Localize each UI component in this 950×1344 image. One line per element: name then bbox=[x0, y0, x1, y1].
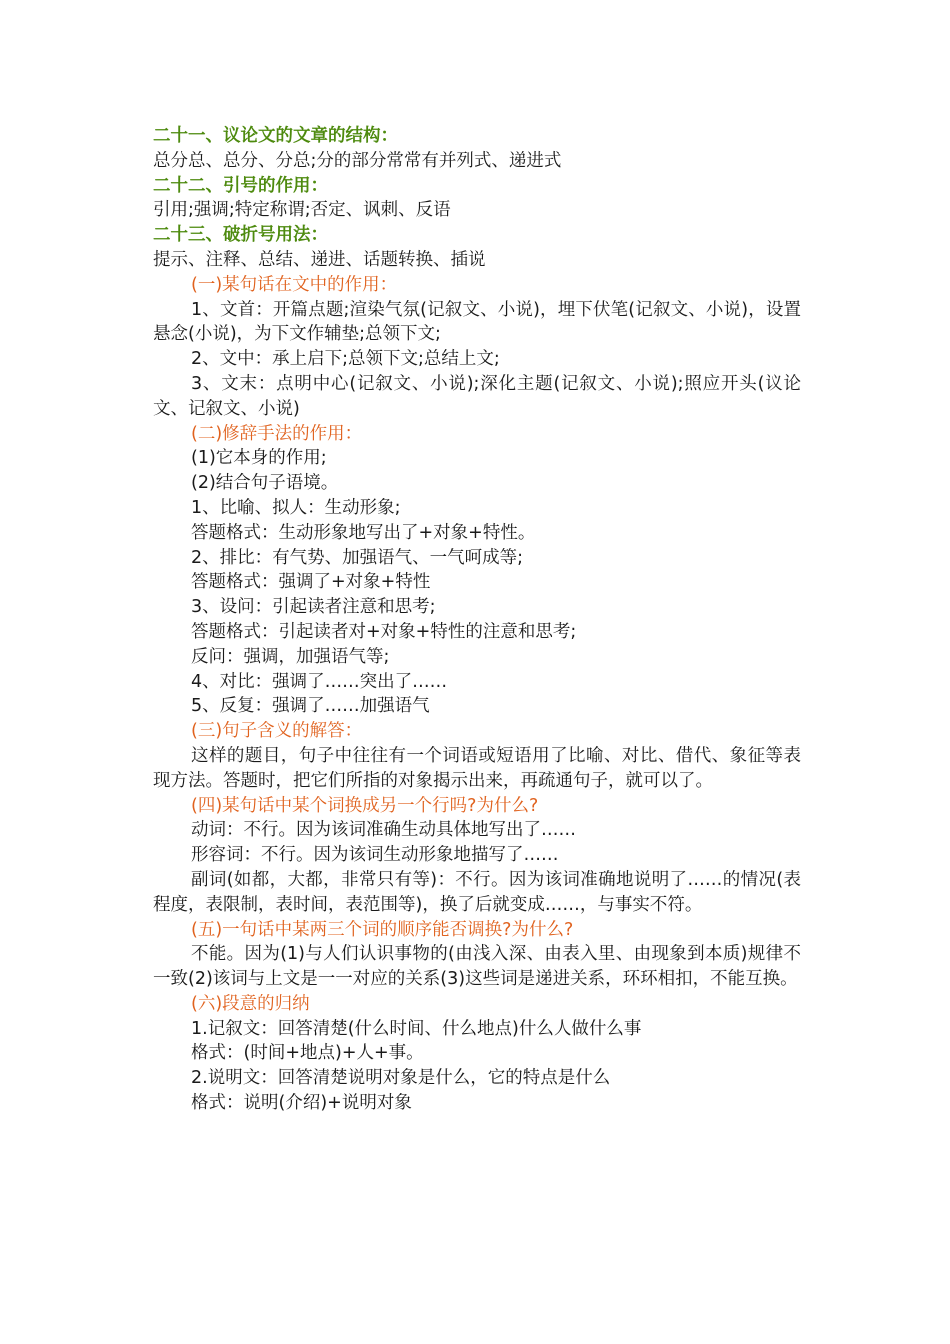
list-item: 1.记叙文：回答清楚(什么时间、什么地点)什么人做什么事 bbox=[191, 1018, 642, 1039]
list-item: 答题格式：生动形象地写出了+对象+特性。 bbox=[191, 522, 536, 543]
list-item: 2.说明文：回答清楚说明对象是什么，它的特点是什么 bbox=[191, 1068, 611, 1089]
subheading-part3: (三)句子含义的解答： bbox=[191, 721, 363, 742]
subheading-part6: (六)段意的归纳 bbox=[191, 993, 310, 1014]
subheading-part2: (二)修辞手法的作用： bbox=[191, 423, 363, 444]
section-heading-23: 二十三、破折号用法： bbox=[153, 225, 328, 246]
list-item: 格式：(时间+地点)+人+事。 bbox=[191, 1043, 424, 1064]
section-heading-21: 二十一、议论文的文章的结构： bbox=[153, 126, 398, 146]
paragraph: 这样的题目，句子中往往有一个词语或短语用了比喻、对比、借代、象征等表现方法。答题时，把它们所指的对象揭示出来，再疏通句子，就可以了。 bbox=[153, 745, 801, 791]
paragraph: 3、文末：点明中心(记叙文、小说);深化主题(记叙文、小说);照应开头(议论文、记叙文、小说) bbox=[153, 373, 801, 419]
list-item: 5、反复：强调了……加强语气 bbox=[191, 696, 430, 717]
section-text-21: 总分总、总分、分总;分的部分常常有并列式、递进式 bbox=[153, 150, 562, 171]
subheading-part4: (四)某句话中某个词换成另一个行吗?为什么? bbox=[191, 795, 539, 816]
list-item: (1)它本身的作用; bbox=[191, 448, 327, 469]
subheading-part1: (一)某句话在文中的作用： bbox=[191, 274, 398, 295]
subheading-part5: (五)一句话中某两三个词的顺序能否调换?为什么? bbox=[191, 919, 574, 940]
list-item: 动词：不行。因为该词准确生动具体地写出了…… bbox=[191, 820, 576, 841]
list-item: 格式：说明(介绍)+说明对象 bbox=[191, 1093, 412, 1114]
list-item: (2)结合句子语境。 bbox=[191, 473, 339, 494]
list-item: 答题格式：强调了+对象+特性 bbox=[191, 572, 431, 593]
list-item: 2、排比：有气势、加强语气、一气呵成等; bbox=[191, 547, 524, 568]
list-item: 2、文中：承上启下;总领下文;总结上文; bbox=[191, 349, 500, 370]
section-text-22: 引用;强调;特定称谓;否定、讽刺、反语 bbox=[153, 200, 451, 221]
list-item: 答题格式：引起读者对+对象+特性的注意和思考; bbox=[191, 621, 577, 642]
list-item: 4、对比：强调了……突出了…… bbox=[191, 671, 448, 692]
list-item: 1、比喻、拟人：生动形象; bbox=[191, 497, 401, 518]
document-page bbox=[153, 124, 801, 1116]
section-heading-22: 二十二、引号的作用： bbox=[153, 175, 328, 196]
paragraph: 副词(如都，大都，非常只有等)：不行。因为该词准确地说明了……的情况(表程度，表限制，表时间，表范围等)，换了后就变成……，与事实不符。 bbox=[153, 869, 801, 915]
list-item: 反问：强调，加强语气等; bbox=[191, 646, 390, 667]
paragraph: 不能。因为(1)与人们认识事物的(由浅入深、由表入里、由现象到本质)规律不一致(2)该词与上文是一一对应的关系(3)这些词是递进关系，环环相扣，不能互换。 bbox=[153, 944, 801, 990]
section-text-23: 提示、注释、总结、递进、话题转换、插说 bbox=[153, 249, 486, 270]
list-item: 形容词：不行。因为该词生动形象地描写了…… bbox=[191, 845, 559, 866]
paragraph: 1、文首：开篇点题;渲染气氛(记叙文、小说)，埋下伏笔(记叙文、小说)，设置悬念(小说)，为下文作辅垫;总领下文; bbox=[153, 299, 801, 345]
list-item: 3、设问：引起读者注意和思考; bbox=[191, 597, 436, 618]
